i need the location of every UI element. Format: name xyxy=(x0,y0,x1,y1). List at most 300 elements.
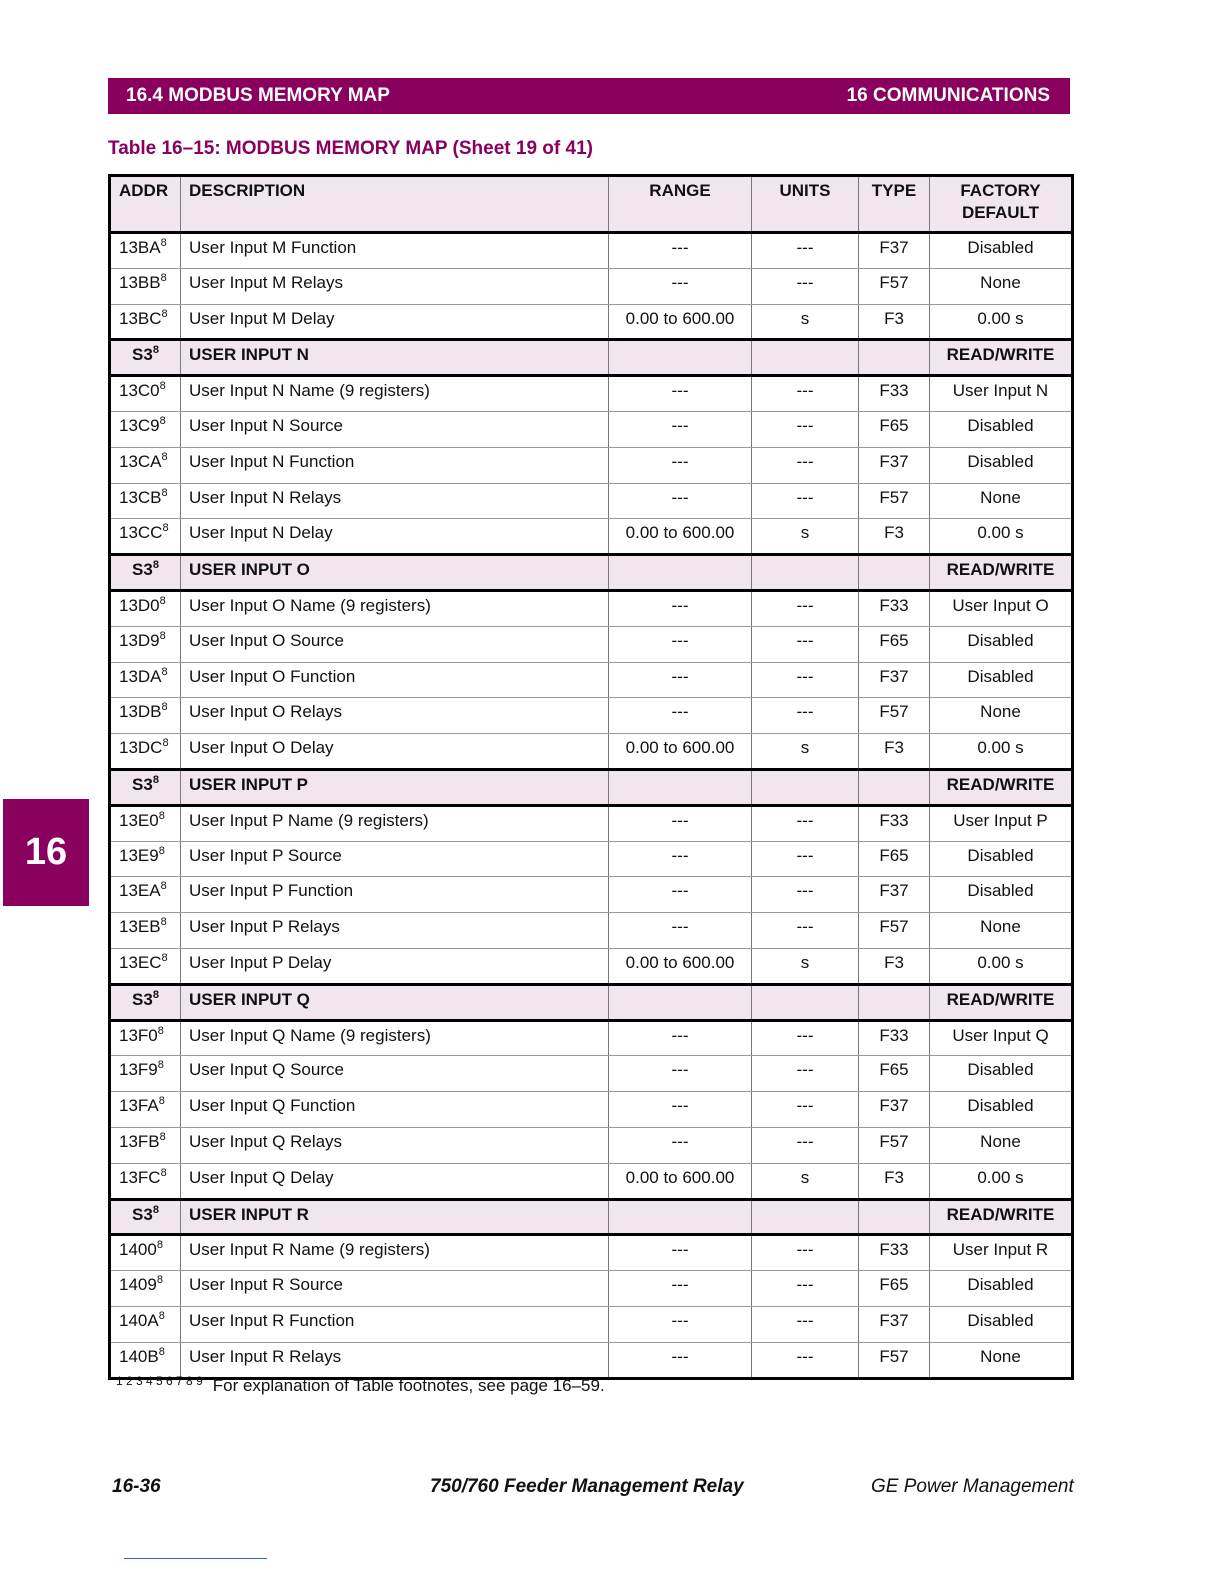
cell-range: --- xyxy=(609,913,752,949)
group-header-row xyxy=(110,340,1073,376)
addr-value: 1409 xyxy=(119,1275,157,1295)
cell-units: s xyxy=(752,948,859,984)
cell-range: --- xyxy=(609,590,752,626)
cell-factory-default: None xyxy=(930,483,1073,519)
addr-value: 13E0 xyxy=(119,810,159,830)
cell-addr xyxy=(110,662,181,698)
addr-value: 13D0 xyxy=(119,595,160,615)
table-row xyxy=(110,304,1073,340)
footnote-ref: 8 xyxy=(161,951,168,964)
table-row xyxy=(110,447,1073,483)
cell-description: User Input O Relays xyxy=(181,698,609,734)
cell-units: s xyxy=(752,519,859,555)
cell-addr xyxy=(110,1199,181,1235)
footnote-ref: 8 xyxy=(152,344,159,357)
footnote-marks: 1 2 3 4 5 6 7 8 9 xyxy=(116,1374,203,1388)
cell-addr xyxy=(110,698,181,734)
cell-type: F33 xyxy=(859,590,930,626)
table-body xyxy=(110,233,1073,1379)
footnote-ref: 8 xyxy=(159,1130,166,1143)
cell-addr xyxy=(110,555,181,591)
footnote-ref: 8 xyxy=(160,880,167,893)
cell-addr xyxy=(110,877,181,913)
cell-addr xyxy=(110,1271,181,1307)
cell-factory-default: Disabled xyxy=(930,626,1073,662)
col-header-description: DESCRIPTION xyxy=(181,176,609,233)
cell-factory-default: Disabled xyxy=(930,1092,1073,1128)
cell-addr xyxy=(110,948,181,984)
cell-description: User Input N Source xyxy=(181,411,609,447)
bottom-rule xyxy=(124,1558,267,1559)
cell-range: --- xyxy=(609,411,752,447)
table-row xyxy=(110,1271,1073,1307)
cell-addr xyxy=(110,1056,181,1092)
addr-value: 140A xyxy=(119,1310,159,1330)
cell-addr xyxy=(110,734,181,770)
cell-type: F33 xyxy=(859,1235,930,1271)
cell-type: F33 xyxy=(859,1020,930,1056)
cell-type: F57 xyxy=(859,1127,930,1163)
footnote-ref: 8 xyxy=(161,450,168,463)
table-row xyxy=(110,913,1073,949)
cell-description: User Input O Source xyxy=(181,626,609,662)
cell-addr xyxy=(110,304,181,340)
table-row xyxy=(110,698,1073,734)
addr-value: 13CA xyxy=(119,451,162,471)
cell-units: s xyxy=(752,304,859,340)
cell-units: --- xyxy=(752,411,859,447)
cell-description: User Input N Name (9 registers) xyxy=(181,376,609,412)
col-header-default-line1: FACTORY xyxy=(960,181,1041,200)
cell-type: F65 xyxy=(859,411,930,447)
addr-value: 13EB xyxy=(119,917,161,937)
cell-type: F37 xyxy=(859,1306,930,1342)
cell-range: --- xyxy=(609,1092,752,1128)
addr-value: S3 xyxy=(132,560,153,580)
cell-units: --- xyxy=(752,376,859,412)
cell-factory-default: 0.00 s xyxy=(930,734,1073,770)
cell-factory-default: Disabled xyxy=(930,411,1073,447)
cell-factory-default: User Input N xyxy=(930,376,1073,412)
cell-type: F57 xyxy=(859,913,930,949)
cell-range xyxy=(609,769,752,805)
cell-type: F65 xyxy=(859,841,930,877)
cell-range: 0.00 to 600.00 xyxy=(609,734,752,770)
cell-addr xyxy=(110,519,181,555)
footnote-ref: 8 xyxy=(161,486,168,499)
table-row xyxy=(110,590,1073,626)
footnote-ref: 8 xyxy=(162,522,169,535)
addr-value: 13EA xyxy=(119,881,161,901)
cell-type: F65 xyxy=(859,1056,930,1092)
cell-type: F65 xyxy=(859,1271,930,1307)
footnote-ref: 8 xyxy=(156,1274,163,1287)
cell-units: --- xyxy=(752,698,859,734)
cell-description: USER INPUT R xyxy=(181,1199,609,1235)
cell-range: --- xyxy=(609,268,752,304)
cell-factory-default: None xyxy=(930,1127,1073,1163)
group-header-row xyxy=(110,769,1073,805)
cell-type: F57 xyxy=(859,1342,930,1378)
cell-range: 0.00 to 600.00 xyxy=(609,519,752,555)
cell-description: User Input R Relays xyxy=(181,1342,609,1378)
footnote-ref: 8 xyxy=(160,237,167,249)
cell-addr xyxy=(110,913,181,949)
cell-addr xyxy=(110,1127,181,1163)
footnote-ref: 8 xyxy=(159,594,166,607)
cell-type: F3 xyxy=(859,1163,930,1199)
cell-description: User Input R Source xyxy=(181,1271,609,1307)
cell-units: --- xyxy=(752,1092,859,1128)
cell-description: USER INPUT O xyxy=(181,555,609,591)
section-title: 16.4 MODBUS MEMORY MAP xyxy=(126,85,390,106)
addr-value: 13C9 xyxy=(119,415,160,435)
table-row xyxy=(110,233,1073,269)
table-row xyxy=(110,519,1073,555)
cell-description: User Input M Function xyxy=(181,233,609,269)
addr-value: 13BC xyxy=(119,308,162,328)
cell-description: User Input Q Name (9 registers) xyxy=(181,1020,609,1056)
cell-range: --- xyxy=(609,233,752,269)
cell-range: 0.00 to 600.00 xyxy=(609,304,752,340)
cell-type: F37 xyxy=(859,233,930,269)
table-row xyxy=(110,662,1073,698)
addr-value: 13DA xyxy=(119,666,162,686)
footnote-ref: 8 xyxy=(152,559,159,572)
cell-factory-default: 0.00 s xyxy=(930,519,1073,555)
cell-units: --- xyxy=(752,662,859,698)
cell-description: User Input M Delay xyxy=(181,304,609,340)
cell-range: --- xyxy=(609,841,752,877)
cell-factory-default: 0.00 s xyxy=(930,948,1073,984)
table-row xyxy=(110,877,1073,913)
table-row xyxy=(110,483,1073,519)
cell-range xyxy=(609,1199,752,1235)
cell-range xyxy=(609,340,752,376)
col-header-range: RANGE xyxy=(609,176,752,233)
cell-description: User Input P Source xyxy=(181,841,609,877)
addr-value: 13FC xyxy=(119,1167,161,1187)
cell-factory-default: Disabled xyxy=(930,1306,1073,1342)
cell-description: USER INPUT N xyxy=(181,340,609,376)
cell-factory-default: Disabled xyxy=(930,841,1073,877)
addr-value: S3 xyxy=(132,345,153,365)
cell-type: F3 xyxy=(859,304,930,340)
addr-value: 13BA xyxy=(119,238,161,257)
cell-range: --- xyxy=(609,662,752,698)
cell-addr xyxy=(110,447,181,483)
cell-addr xyxy=(110,1020,181,1056)
cell-type: F65 xyxy=(859,626,930,662)
cell-range: --- xyxy=(609,626,752,662)
modbus-memory-map-table xyxy=(108,174,1074,1380)
cell-factory-default: User Input O xyxy=(930,590,1073,626)
cell-addr xyxy=(110,1342,181,1378)
addr-value: 13CC xyxy=(119,523,163,543)
cell-units: s xyxy=(752,734,859,770)
addr-value: S3 xyxy=(132,774,153,794)
cell-range: --- xyxy=(609,805,752,841)
footnote-ref: 8 xyxy=(160,1166,167,1179)
cell-description: User Input O Name (9 registers) xyxy=(181,590,609,626)
cell-range: --- xyxy=(609,1342,752,1378)
cell-units: --- xyxy=(752,483,859,519)
cell-range xyxy=(609,555,752,591)
cell-addr xyxy=(110,1235,181,1271)
addr-value: 13FA xyxy=(119,1096,159,1116)
table-row xyxy=(110,411,1073,447)
addr-value: 13CB xyxy=(119,487,162,507)
col-header-type: TYPE xyxy=(859,176,930,233)
cell-factory-default: None xyxy=(930,698,1073,734)
addr-value: 13BB xyxy=(119,272,161,292)
cell-addr xyxy=(110,1306,181,1342)
footnote-ref: 8 xyxy=(158,809,165,822)
footer-page-number: 16-36 xyxy=(112,1476,161,1497)
footnote-ref: 8 xyxy=(156,1239,163,1252)
cell-type: F37 xyxy=(859,447,930,483)
group-header-row xyxy=(110,555,1073,591)
cell-range: 0.00 to 600.00 xyxy=(609,948,752,984)
footnote-ref: 8 xyxy=(159,380,166,393)
cell-description: User Input P Delay xyxy=(181,948,609,984)
addr-value: 13DC xyxy=(119,738,163,758)
cell-units: --- xyxy=(752,805,859,841)
cell-units: --- xyxy=(752,877,859,913)
cell-range: --- xyxy=(609,376,752,412)
cell-units: --- xyxy=(752,1127,859,1163)
col-header-units: UNITS xyxy=(752,176,859,233)
cell-units: --- xyxy=(752,1235,859,1271)
col-header-default-line2: DEFAULT xyxy=(961,203,1040,222)
cell-range: --- xyxy=(609,447,752,483)
table-row xyxy=(110,841,1073,877)
footnote-ref: 8 xyxy=(161,307,168,320)
footnote-ref: 8 xyxy=(162,737,169,750)
cell-factory-default: None xyxy=(930,913,1073,949)
cell-factory-default: READ/WRITE xyxy=(930,1199,1073,1235)
cell-factory-default: Disabled xyxy=(930,877,1073,913)
footnote-ref: 8 xyxy=(158,1095,165,1108)
cell-addr xyxy=(110,769,181,805)
cell-type: F3 xyxy=(859,734,930,770)
cell-units: --- xyxy=(752,841,859,877)
cell-range: --- xyxy=(609,1020,752,1056)
cell-description: User Input M Relays xyxy=(181,268,609,304)
addr-value: 13EC xyxy=(119,952,162,972)
footnote-ref: 8 xyxy=(159,414,166,427)
cell-factory-default: READ/WRITE xyxy=(930,769,1073,805)
table-row xyxy=(110,1020,1073,1056)
cell-units: --- xyxy=(752,626,859,662)
cell-description: User Input P Function xyxy=(181,877,609,913)
table-footnote xyxy=(116,1374,605,1396)
cell-addr xyxy=(110,268,181,304)
col-header-addr: ADDR xyxy=(110,176,181,233)
cell-type: F3 xyxy=(859,948,930,984)
cell-units: --- xyxy=(752,590,859,626)
cell-addr xyxy=(110,376,181,412)
cell-units xyxy=(752,555,859,591)
chapter-title: 16 COMMUNICATIONS xyxy=(846,85,1050,106)
footnote-ref: 8 xyxy=(160,916,167,929)
cell-type: F3 xyxy=(859,519,930,555)
cell-units xyxy=(752,340,859,376)
cell-factory-default: Disabled xyxy=(930,233,1073,269)
table-row xyxy=(110,948,1073,984)
cell-factory-default: Disabled xyxy=(930,1271,1073,1307)
addr-value: 13FB xyxy=(119,1131,160,1151)
cell-range: --- xyxy=(609,1127,752,1163)
chapter-side-tab: 16 xyxy=(3,799,89,906)
cell-range: --- xyxy=(609,1306,752,1342)
cell-factory-default: 0.00 s xyxy=(930,304,1073,340)
cell-factory-default: Disabled xyxy=(930,1056,1073,1092)
footnote-text: For explanation of Table footnotes, see page 16–59. xyxy=(212,1376,605,1395)
cell-addr xyxy=(110,984,181,1020)
cell-description: User Input P Name (9 registers) xyxy=(181,805,609,841)
table-row xyxy=(110,1163,1073,1199)
cell-type xyxy=(859,340,930,376)
table-row xyxy=(110,626,1073,662)
addr-value: 13D9 xyxy=(119,630,160,650)
table-row xyxy=(110,1235,1073,1271)
cell-range: --- xyxy=(609,698,752,734)
addr-value: 13F0 xyxy=(119,1025,158,1045)
table-row xyxy=(110,1306,1073,1342)
cell-units: --- xyxy=(752,1271,859,1307)
table-row xyxy=(110,1092,1073,1128)
cell-units: --- xyxy=(752,1342,859,1378)
cell-factory-default: None xyxy=(930,1342,1073,1378)
cell-type xyxy=(859,1199,930,1235)
table-row xyxy=(110,734,1073,770)
cell-units: --- xyxy=(752,913,859,949)
footer-company: GE Power Management xyxy=(871,1476,1074,1497)
cell-units xyxy=(752,984,859,1020)
cell-units: --- xyxy=(752,1020,859,1056)
footnote-ref: 8 xyxy=(160,271,167,284)
cell-type: F37 xyxy=(859,877,930,913)
cell-units: s xyxy=(752,1163,859,1199)
table-header-row xyxy=(110,176,1073,233)
table-row xyxy=(110,1342,1073,1378)
cell-type: F57 xyxy=(859,698,930,734)
footnote-ref: 8 xyxy=(158,844,165,857)
cell-factory-default: 0.00 s xyxy=(930,1163,1073,1199)
cell-description: User Input O Delay xyxy=(181,734,609,770)
cell-type: F57 xyxy=(859,483,930,519)
cell-description: User Input Q Delay xyxy=(181,1163,609,1199)
addr-value: 13E9 xyxy=(119,845,159,865)
footer-product-name: 750/760 Feeder Management Relay xyxy=(430,1476,744,1497)
cell-description: User Input Q Function xyxy=(181,1092,609,1128)
addr-value: 13DB xyxy=(119,702,162,722)
cell-description: User Input R Name (9 registers) xyxy=(181,1235,609,1271)
cell-description: User Input N Relays xyxy=(181,483,609,519)
footnote-ref: 8 xyxy=(152,1203,159,1216)
cell-type: F37 xyxy=(859,1092,930,1128)
cell-type xyxy=(859,555,930,591)
cell-description: User Input Q Source xyxy=(181,1056,609,1092)
cell-description: User Input Q Relays xyxy=(181,1127,609,1163)
cell-type xyxy=(859,984,930,1020)
cell-addr xyxy=(110,1163,181,1199)
cell-units xyxy=(752,1199,859,1235)
cell-type: F33 xyxy=(859,376,930,412)
footnote-ref: 8 xyxy=(158,1345,165,1358)
cell-addr xyxy=(110,590,181,626)
cell-addr xyxy=(110,805,181,841)
table-row xyxy=(110,1127,1073,1163)
cell-factory-default: READ/WRITE xyxy=(930,984,1073,1020)
cell-factory-default: User Input R xyxy=(930,1235,1073,1271)
footnote-ref: 8 xyxy=(158,1309,165,1322)
cell-factory-default: None xyxy=(930,268,1073,304)
cell-factory-default: READ/WRITE xyxy=(930,555,1073,591)
cell-units: --- xyxy=(752,447,859,483)
cell-description: User Input N Delay xyxy=(181,519,609,555)
cell-range: --- xyxy=(609,1056,752,1092)
cell-description: USER INPUT P xyxy=(181,769,609,805)
cell-description: User Input P Relays xyxy=(181,913,609,949)
group-header-row xyxy=(110,984,1073,1020)
col-header-factory-default xyxy=(930,176,1073,233)
addr-value: S3 xyxy=(132,989,153,1009)
table-row xyxy=(110,376,1073,412)
cell-range: 0.00 to 600.00 xyxy=(609,1163,752,1199)
cell-range: --- xyxy=(609,1271,752,1307)
addr-value: 13F9 xyxy=(119,1060,158,1080)
footnote-ref: 8 xyxy=(152,988,159,1001)
cell-range: --- xyxy=(609,877,752,913)
cell-addr xyxy=(110,483,181,519)
cell-units: --- xyxy=(752,1306,859,1342)
footnote-ref: 8 xyxy=(159,629,166,642)
cell-units xyxy=(752,769,859,805)
table-row xyxy=(110,1056,1073,1092)
footnote-ref: 8 xyxy=(152,773,159,786)
cell-type xyxy=(859,769,930,805)
cell-description: User Input O Function xyxy=(181,662,609,698)
cell-addr xyxy=(110,233,181,269)
cell-range xyxy=(609,984,752,1020)
cell-type: F33 xyxy=(859,805,930,841)
cell-description: User Input R Function xyxy=(181,1306,609,1342)
table-row xyxy=(110,805,1073,841)
table-row xyxy=(110,268,1073,304)
cell-addr xyxy=(110,841,181,877)
cell-factory-default: READ/WRITE xyxy=(930,340,1073,376)
cell-addr xyxy=(110,1092,181,1128)
cell-description: USER INPUT Q xyxy=(181,984,609,1020)
cell-units: --- xyxy=(752,233,859,269)
cell-addr xyxy=(110,411,181,447)
cell-factory-default: User Input P xyxy=(930,805,1073,841)
footnote-ref: 8 xyxy=(161,701,168,714)
section-header-bar xyxy=(108,78,1070,114)
addr-value: S3 xyxy=(132,1204,153,1224)
cell-range: --- xyxy=(609,483,752,519)
footnote-ref: 8 xyxy=(161,665,168,678)
cell-units: --- xyxy=(752,268,859,304)
addr-value: 1400 xyxy=(119,1240,157,1260)
cell-range: --- xyxy=(609,1235,752,1271)
cell-addr xyxy=(110,626,181,662)
cell-type: F57 xyxy=(859,268,930,304)
cell-units: --- xyxy=(752,1056,859,1092)
cell-description: User Input N Function xyxy=(181,447,609,483)
